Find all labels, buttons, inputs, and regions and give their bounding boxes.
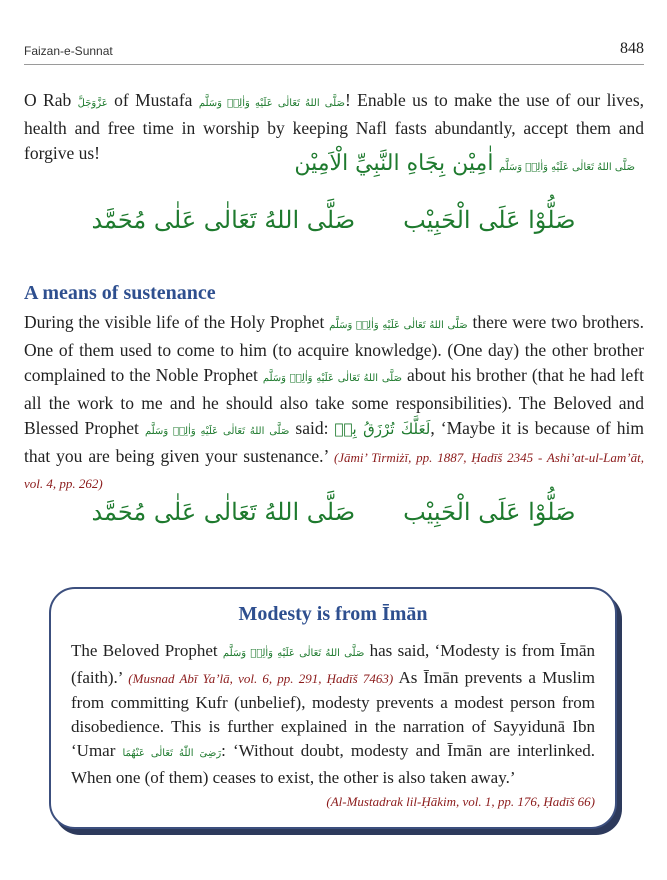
arabic-quote: لَعَلَّكَ تُرْزَقُ بِهٖ [334, 420, 431, 438]
section-text-5: , ‘Maybe it is because of him that you are being given your sustenance.’ [24, 418, 644, 466]
durood-left: صَلُّوْا عَلَى الْحَبِيْب [403, 206, 576, 234]
durood-right: صَلَّى اللهُ تَعَالٰى عَلٰى مُحَمَّد [91, 206, 356, 234]
box-text-2: has said, ‘Modesty is from Īmān (faith).’ [71, 641, 595, 687]
durood-line-2 [0, 498, 667, 526]
azz-wajal-glyph: عَزَّوَجَلَّ [77, 98, 108, 109]
section-text-3: about his brother (that he had left all the work to me and he should also take some responsibilities). The Beloved and Blessed Prophet [24, 365, 644, 438]
intro-text-1: O Rab [24, 90, 78, 110]
box-reference-2: (Al-Mustadrak lil-Ḥākim, vol. 1, pp. 176, Ḥadīš 66) [326, 794, 595, 809]
section-text-2: there were two brothers. One of them used to come to him (to acquire knowledge). (One day) the other brother complained to the Noble Prophet [24, 312, 644, 385]
salawat-glyph: صَلَّى اللهُ تَعَالٰى عَلَيْهِ وَاٰلِهٖ وَسَلَّم [144, 426, 290, 437]
box-text-3: As Īmān prevents a Muslim from committing Kufr (unbelief), modesty prevents a modest person from disobedience. This is further explained in the narration of Sayyidunā Ibn ‘Umar [71, 668, 595, 760]
ameen-dua: اٰمِيْن بِجَاهِ النَّبِيِّ الْاَمِيْن [294, 151, 494, 176]
salawat-glyph: صَلَّى اللهُ تَعَالٰى عَلَيْهِ وَاٰلِهٖ وَسَلَّم [198, 98, 345, 109]
box-text-1: The Beloved Prophet [71, 641, 223, 660]
salawat-glyph: صَلَّى اللهُ تَعَالٰى عَلَيْهِ وَاٰلِهٖ وَسَلَّم [222, 648, 365, 659]
page-number: 848 [620, 40, 644, 57]
box-reference-1: (Musnad Abī Ya’lā, vol. 6, pp. 291, Ḥadīš 7463) [128, 671, 394, 686]
salawat-glyph: صَلَّى اللهُ تَعَالٰى عَلَيْهِ وَاٰلِهٖ وَسَلَّم [329, 320, 468, 331]
durood-line-1 [0, 206, 667, 234]
modesty-box [49, 587, 617, 829]
section-paragraph [24, 310, 644, 496]
section-text-4: said: [289, 418, 335, 438]
intro-text-2: of Mustafa [107, 90, 199, 110]
box-title: Modesty is from Īmān [238, 603, 428, 625]
box-text-4: : ‘Without doubt, modesty and Īmān are interlinked. When one (of them) ceases to exist, the other is also taken away.’ [71, 741, 595, 787]
durood-right: صَلَّى اللهُ تَعَالٰى عَلٰى مُحَمَّد [91, 498, 356, 526]
salawat-glyph: صَلَّى اللهُ تَعَالٰى عَلَيْهِ وَاٰلِهٖ وَسَلَّم [262, 373, 402, 384]
section-text-1: During the visible life of the Holy Prophet [24, 312, 330, 332]
durood-left: صَلُّوْا عَلَى الْحَبِيْب [403, 498, 576, 526]
intro-text-3: ! Enable us to make the use of our lives, health and free time in worship by keeping Nafl fasts abundantly, accept them and forgive us! [24, 90, 644, 163]
reference-citation: (Jāmi’ Tirmiżī, pp. 1887, Ḥadīš 2345 - Ashi’at-ul-Lam’āt, vol. 4, pp. 262) [24, 450, 644, 491]
section-heading: A means of sustenance [24, 282, 216, 304]
page-header [24, 38, 644, 65]
book-title: Faizan-e-Sunnat [24, 44, 113, 58]
dua-line [294, 150, 643, 176]
radi-glyph: رَضِىَ اللّٰهُ تَعَالٰى عَنْهُمَا [122, 748, 222, 759]
box-paragraph [71, 639, 595, 790]
salawat-glyph: صَلَّى اللهُ تَعَالٰى عَلَيْهِ وَاٰلِهٖ وَسَلَّم [498, 162, 635, 173]
